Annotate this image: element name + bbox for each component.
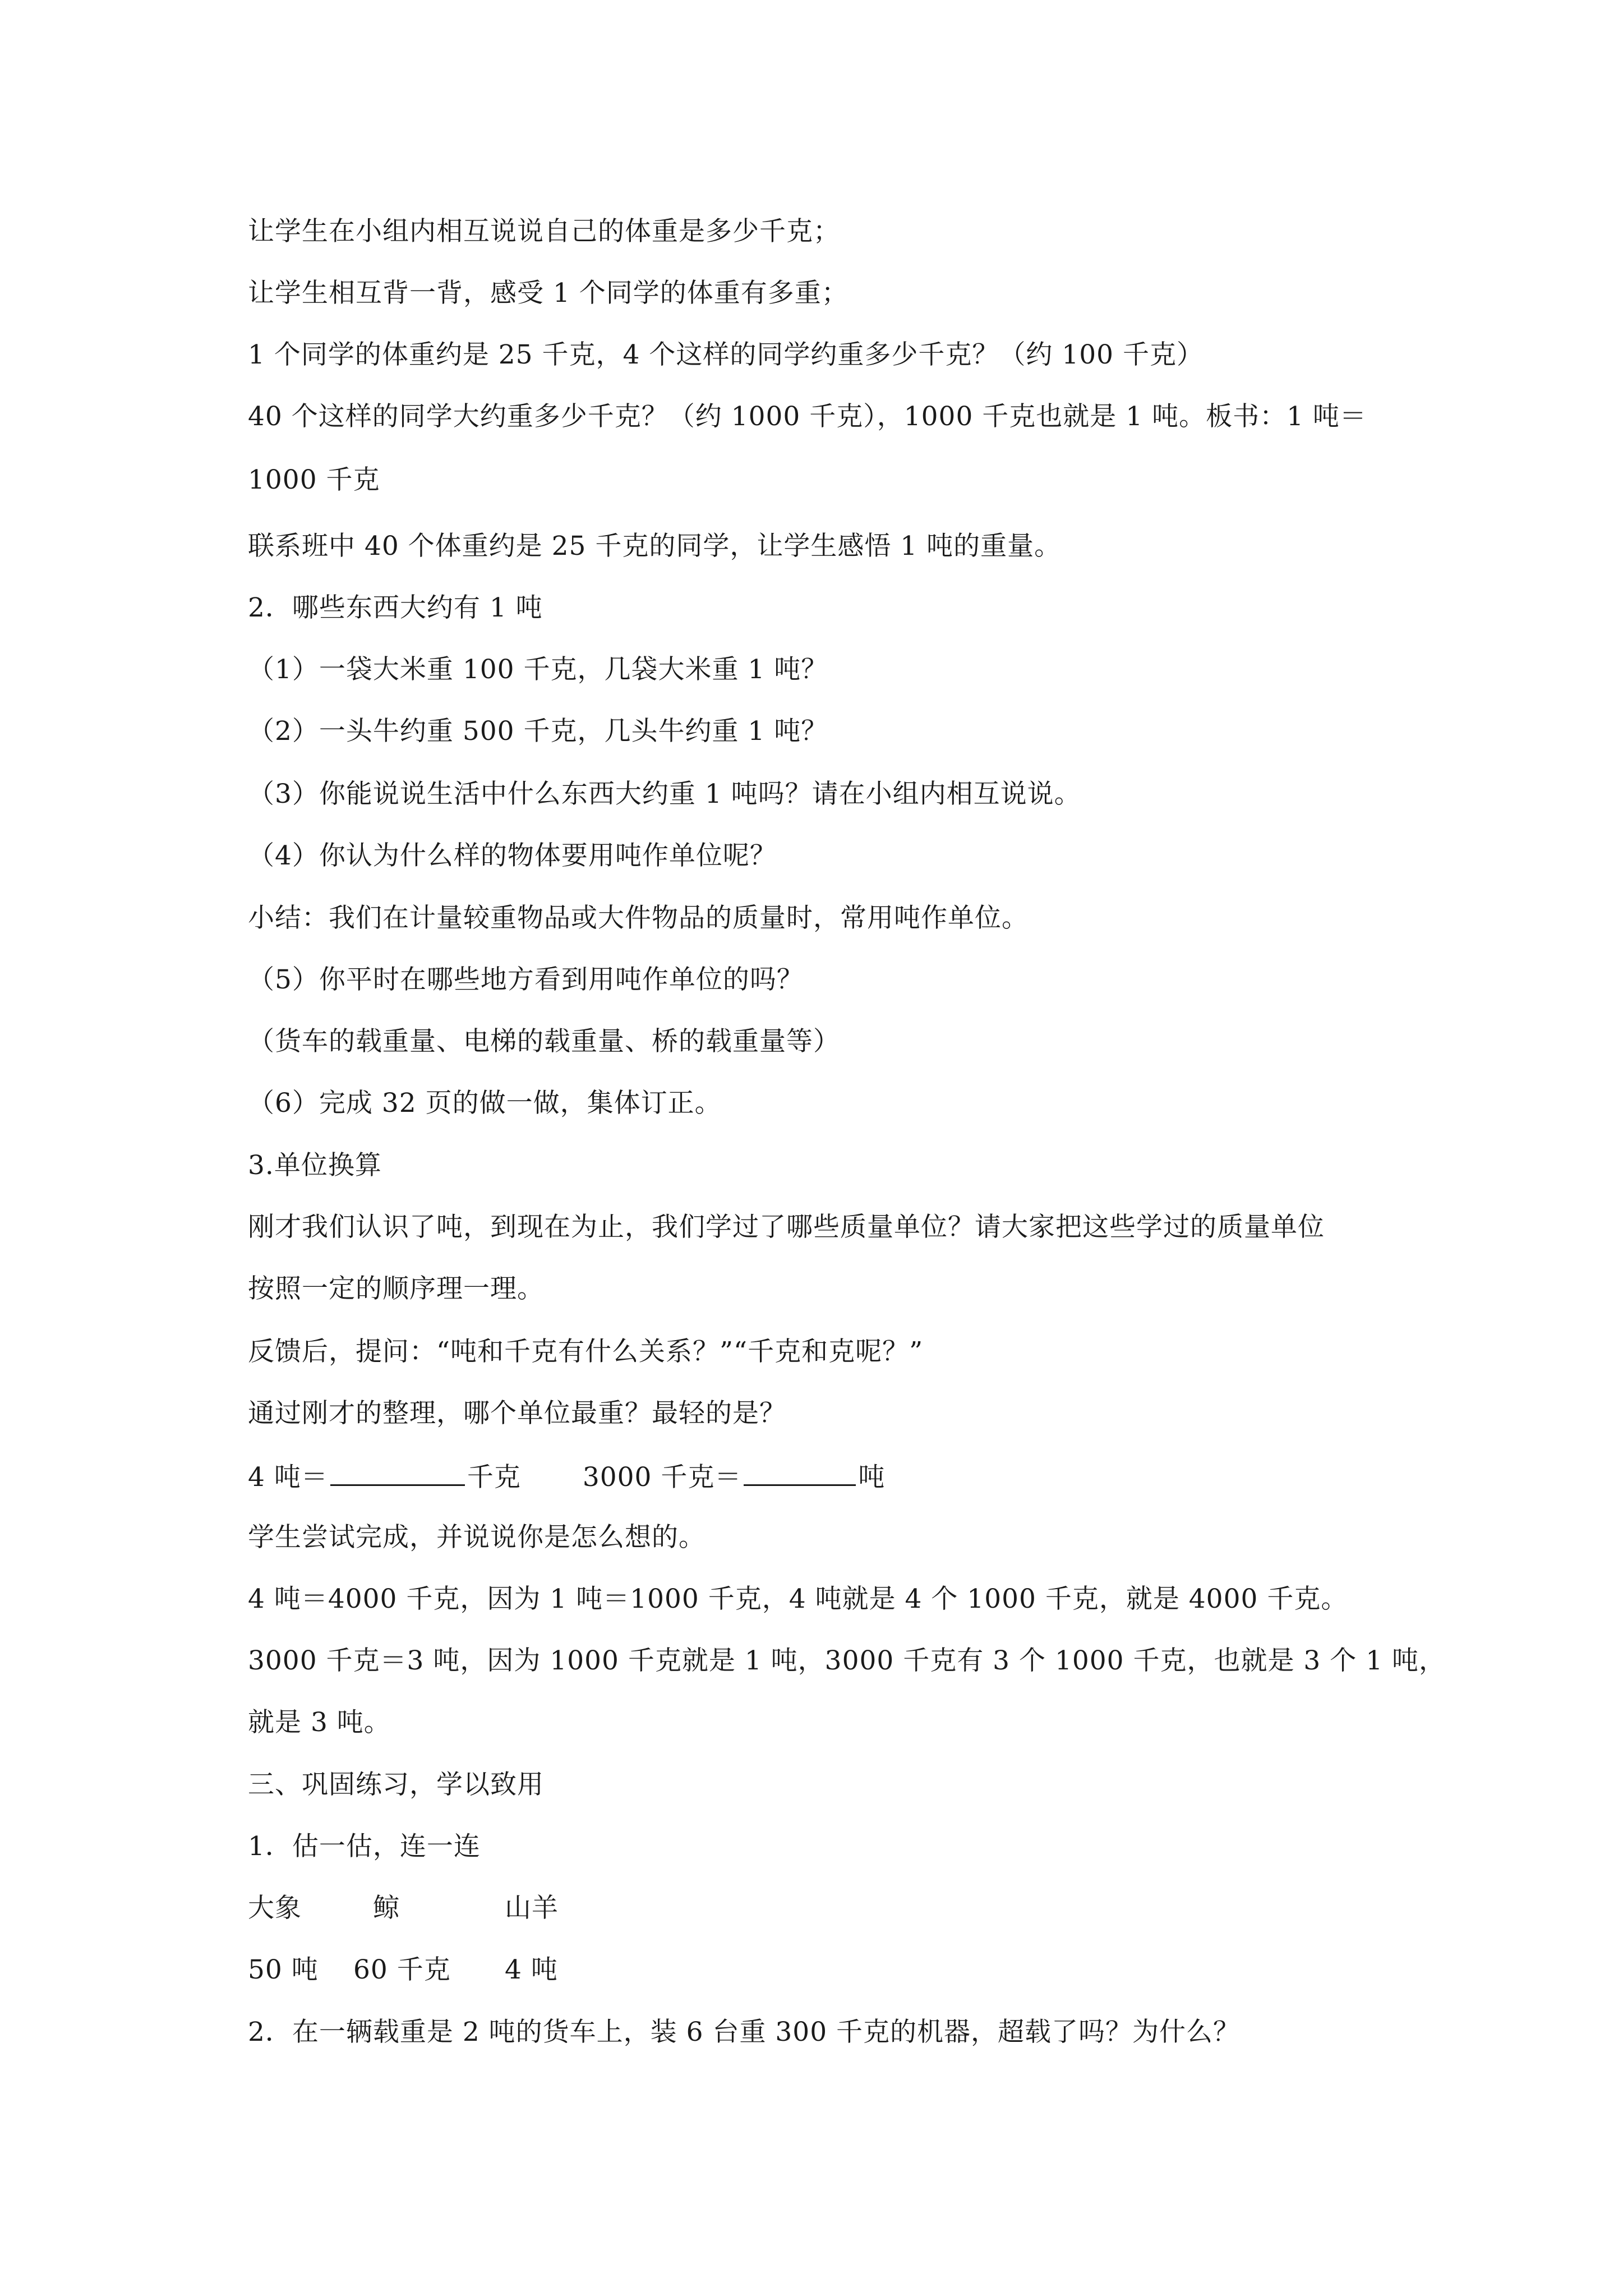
text-line: （1）一袋大米重 100 千克，几袋大米重 1 吨？ — [248, 654, 828, 685]
text-line: 让学生在小组内相互说说自己的体重是多少千克； — [248, 216, 840, 247]
match-animal: 大象 — [248, 1893, 302, 1924]
answer-blank[interactable] — [330, 1458, 465, 1486]
text-line: 2．在一辆载重是 2 吨的货车上，装 6 台重 300 千克的机器，超载了吗？为什么？ — [248, 2017, 1241, 2047]
text-line: 学生尝试完成，并说说你是怎么想的。 — [248, 1522, 706, 1553]
text-line: 按照一定的顺序理一理。 — [248, 1273, 544, 1304]
section-heading: 三、巩固练习，学以致用 — [248, 1769, 544, 1800]
match-animal: 鲸 — [373, 1893, 400, 1924]
text-line: （6）完成 32 页的做一做，集体订正。 — [248, 1088, 722, 1119]
text-line: （2）一头牛约重 500 千克，几头牛约重 1 吨？ — [248, 716, 828, 747]
text-line: （4）你认为什么样的物体要用吨作单位呢？ — [248, 840, 777, 871]
match-weight: 60 千克 — [353, 1954, 451, 1985]
text-line: 联系班中 40 个体重约是 25 千克的同学，让学生感悟 1 吨的重量。 — [248, 531, 1062, 562]
text-line: 40 个这样的同学大约重多少千克？（约 1000 千克），1000 千克也就是 1 吨。板书：1 吨＝ — [248, 401, 1367, 432]
text-line: 刚才我们认识了吨，到现在为止，我们学过了哪些质量单位？请大家把这些学过的质量单位 — [248, 1212, 1325, 1243]
answer-blank[interactable] — [744, 1458, 856, 1486]
match-animal: 山羊 — [505, 1893, 559, 1924]
conversion-q2-right: 吨 — [858, 1462, 886, 1493]
section-heading: 2．哪些东西大约有 1 吨 — [248, 592, 543, 623]
conversion-q1-right: 千克 — [467, 1462, 521, 1493]
text-line: 小结：我们在计量较重物品或大件物品的质量时，常用吨作单位。 — [248, 903, 1029, 933]
text-line: 3000 千克＝3 吨，因为 1000 千克就是 1 吨，3000 千克有 3 个 1000 千克，也就是 3 个 1 吨， — [248, 1645, 1446, 1676]
text-line: 1 个同学的体重约是 25 千克，4 个这样的同学约重多少千克？（约 100 千克） — [248, 339, 1204, 370]
text-line: 就是 3 吨。 — [248, 1707, 391, 1738]
text-line: 反馈后，提问：“吨和千克有什么关系？”“千克和克呢？” — [248, 1336, 924, 1367]
text-line: （5）你平时在哪些地方看到用吨作单位的吗？ — [248, 964, 804, 995]
text-line: （3）你能说说生活中什么东西大约重 1 吨吗？请在小组内相互说说。 — [248, 779, 1081, 809]
text-line: 4 吨＝4000 千克，因为 1 吨＝1000 千克，4 吨就是 4 个 1000 千克，就是 4000 千克。 — [248, 1584, 1348, 1614]
conversion-q1-left: 4 吨＝ — [248, 1462, 328, 1493]
conversion-exercise — [248, 1458, 885, 1494]
match-weight: 4 吨 — [505, 1954, 558, 1985]
text-line: 让学生相互背一背，感受 1 个同学的体重有多重； — [248, 278, 849, 309]
text-line: （货车的载重量、电梯的载重量、桥的载重量等） — [248, 1026, 840, 1057]
conversion-q2-left: 3000 千克＝ — [582, 1462, 742, 1493]
text-line: 通过刚才的整理，哪个单位最重？最轻的是？ — [248, 1398, 786, 1429]
section-heading: 3.单位换算 — [248, 1150, 382, 1181]
match-weight: 50 吨 — [248, 1954, 319, 1985]
section-heading: 1．估一估，连一连 — [248, 1831, 481, 1862]
text-line: 1000 千克 — [248, 464, 380, 495]
